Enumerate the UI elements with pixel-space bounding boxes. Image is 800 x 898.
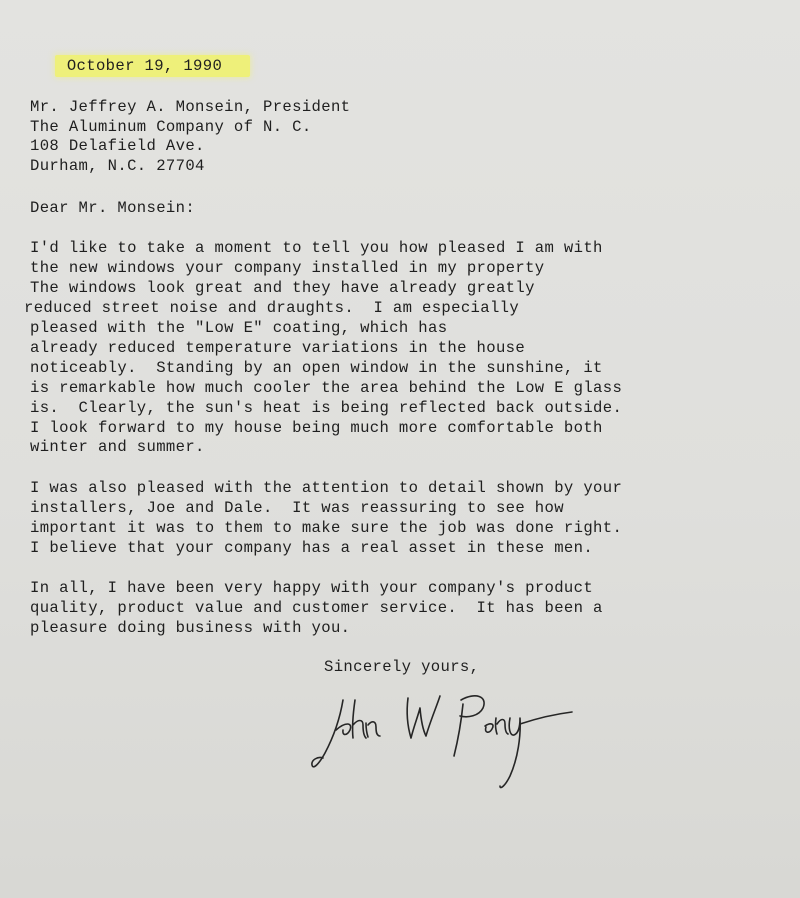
- paragraph2-line: I believe that your company has a real asset in these men.: [30, 539, 594, 557]
- paragraph1-line: reduced street noise and draughts. I am especially: [24, 299, 520, 317]
- paragraph3-line: quality, product value and customer service. It has been a: [30, 599, 603, 617]
- paragraph1-line: is. Clearly, the sun's heat is being reflected back outside.: [30, 399, 623, 417]
- paragraph2-line: installers, Joe and Dale. It was reassuring to see how: [30, 499, 564, 517]
- paragraph1-line: I look forward to my house being much more comfortable both: [30, 419, 603, 437]
- recipient-street: 108 Delafield Ave.: [30, 137, 205, 155]
- paragraph2-line: important it was to them to make sure the job was done right.: [30, 519, 623, 537]
- paragraph1-line: noticeably. Standing by an open window in the sunshine, it: [30, 359, 603, 377]
- closing: Sincerely yours,: [324, 658, 480, 676]
- paragraph1-line: I'd like to take a moment to tell you how pleased I am with: [30, 239, 603, 257]
- recipient-city: Durham, N.C. 27704: [30, 157, 205, 175]
- paragraph1-line: pleased with the "Low E" coating, which has: [30, 319, 448, 337]
- paragraph1-line: the new windows your company installed in my property: [30, 259, 545, 277]
- recipient-name: Mr. Jeffrey A. Monsein, President: [30, 98, 351, 116]
- paragraph3-line: pleasure doing business with you.: [30, 619, 351, 637]
- paragraph2-line: I was also pleased with the attention to detail shown by your: [30, 479, 623, 497]
- recipient-company: The Aluminum Company of N. C.: [30, 118, 312, 136]
- paragraph1-line: winter and summer.: [30, 438, 205, 456]
- paragraph3-line: In all, I have been very happy with your company's product: [30, 579, 594, 597]
- date-highlight: October 19, 1990: [55, 55, 250, 77]
- letter-date: [30, 36, 250, 96]
- paragraph1-line: already reduced temperature variations in the house: [30, 339, 526, 357]
- signature-graphic: [300, 678, 590, 798]
- paragraph1-line: The windows look great and they have already greatly: [30, 279, 535, 297]
- handwritten-signature: [300, 678, 590, 798]
- paragraph1-line: is remarkable how much cooler the area behind the Low E glass: [30, 379, 623, 397]
- salutation: Dear Mr. Monsein:: [30, 199, 196, 217]
